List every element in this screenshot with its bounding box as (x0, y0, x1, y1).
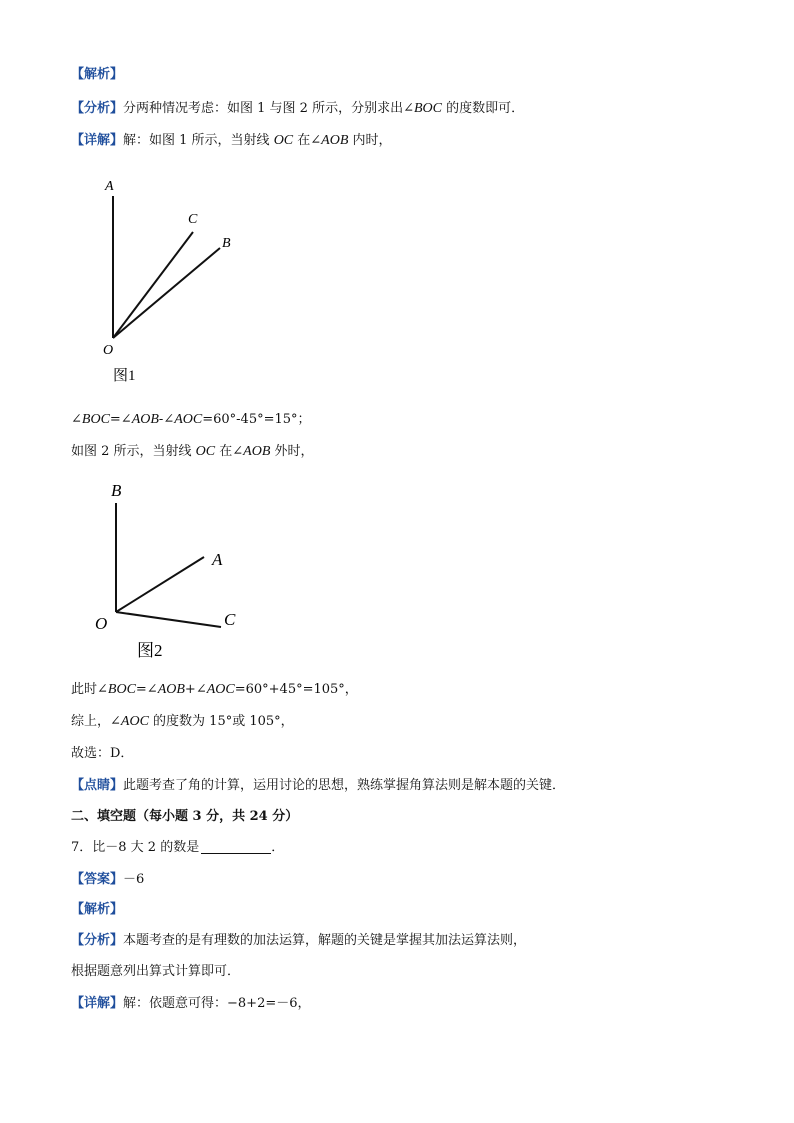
section-heading: 二、填空题（每小题 3 分，共 24 分） (71, 809, 299, 824)
analysis-heading-2: 【解析】 (71, 902, 124, 917)
analysis-heading: 【解析】 (71, 67, 124, 82)
answer-blank (201, 839, 271, 854)
label-b-2: B (111, 481, 122, 500)
ray-oc-2 (116, 612, 221, 627)
choice-line: 故选：D． (71, 746, 134, 761)
detail-paragraph-2: 【详解】解：依题意可得：−8+2=－6， (71, 996, 311, 1011)
summary-line: 综上，∠AOC 的度数为 15°或 105°， (71, 714, 294, 729)
equation-2: 此时∠BOC=∠AOB+∠AOC=60°+45°=105°， (71, 682, 358, 697)
label-o: O (103, 343, 114, 358)
answer-line: 【答案】－6 (71, 872, 145, 887)
detail-paragraph: 【详解】解：如图 1 所示，当射线 OC 在∠AOB 内时， (71, 133, 392, 148)
figure-1-caption: 图1 (113, 368, 136, 384)
analysis-continuation: 根据题意列出算式计算即可． (71, 964, 241, 979)
label-a: A (105, 179, 114, 194)
case-2-text: 如图 2 所示，当射线 OC 在∠AOB 外时， (71, 444, 314, 459)
analysis-paragraph-2: 【分析】本题考查的是有理数的加法运算，解题的关键是掌握其加法运算法则， (71, 933, 527, 948)
label-c-2: C (224, 610, 236, 629)
equation-1: ∠BOC=∠AOB-∠AOC=60°-45°=15°； (71, 412, 311, 427)
question-7: 7．比－8 大 2 的数是 ． (71, 840, 285, 855)
label-o-2: O (95, 614, 108, 633)
analysis-paragraph: 【分析】分两种情况考虑：如图 1 与图 2 所示，分别求出∠BOC 的度数即可． (71, 101, 525, 116)
label-a-2: A (212, 550, 223, 569)
figure-2-caption: 图2 (137, 641, 163, 660)
comment-paragraph: 【点睛】此题考查了角的计算，运用讨论的思想，熟练掌握角算法则是解本题的关键． (71, 778, 566, 793)
ray-oa-2 (116, 557, 204, 612)
label-c: C (188, 212, 198, 227)
label-b: B (222, 236, 231, 251)
